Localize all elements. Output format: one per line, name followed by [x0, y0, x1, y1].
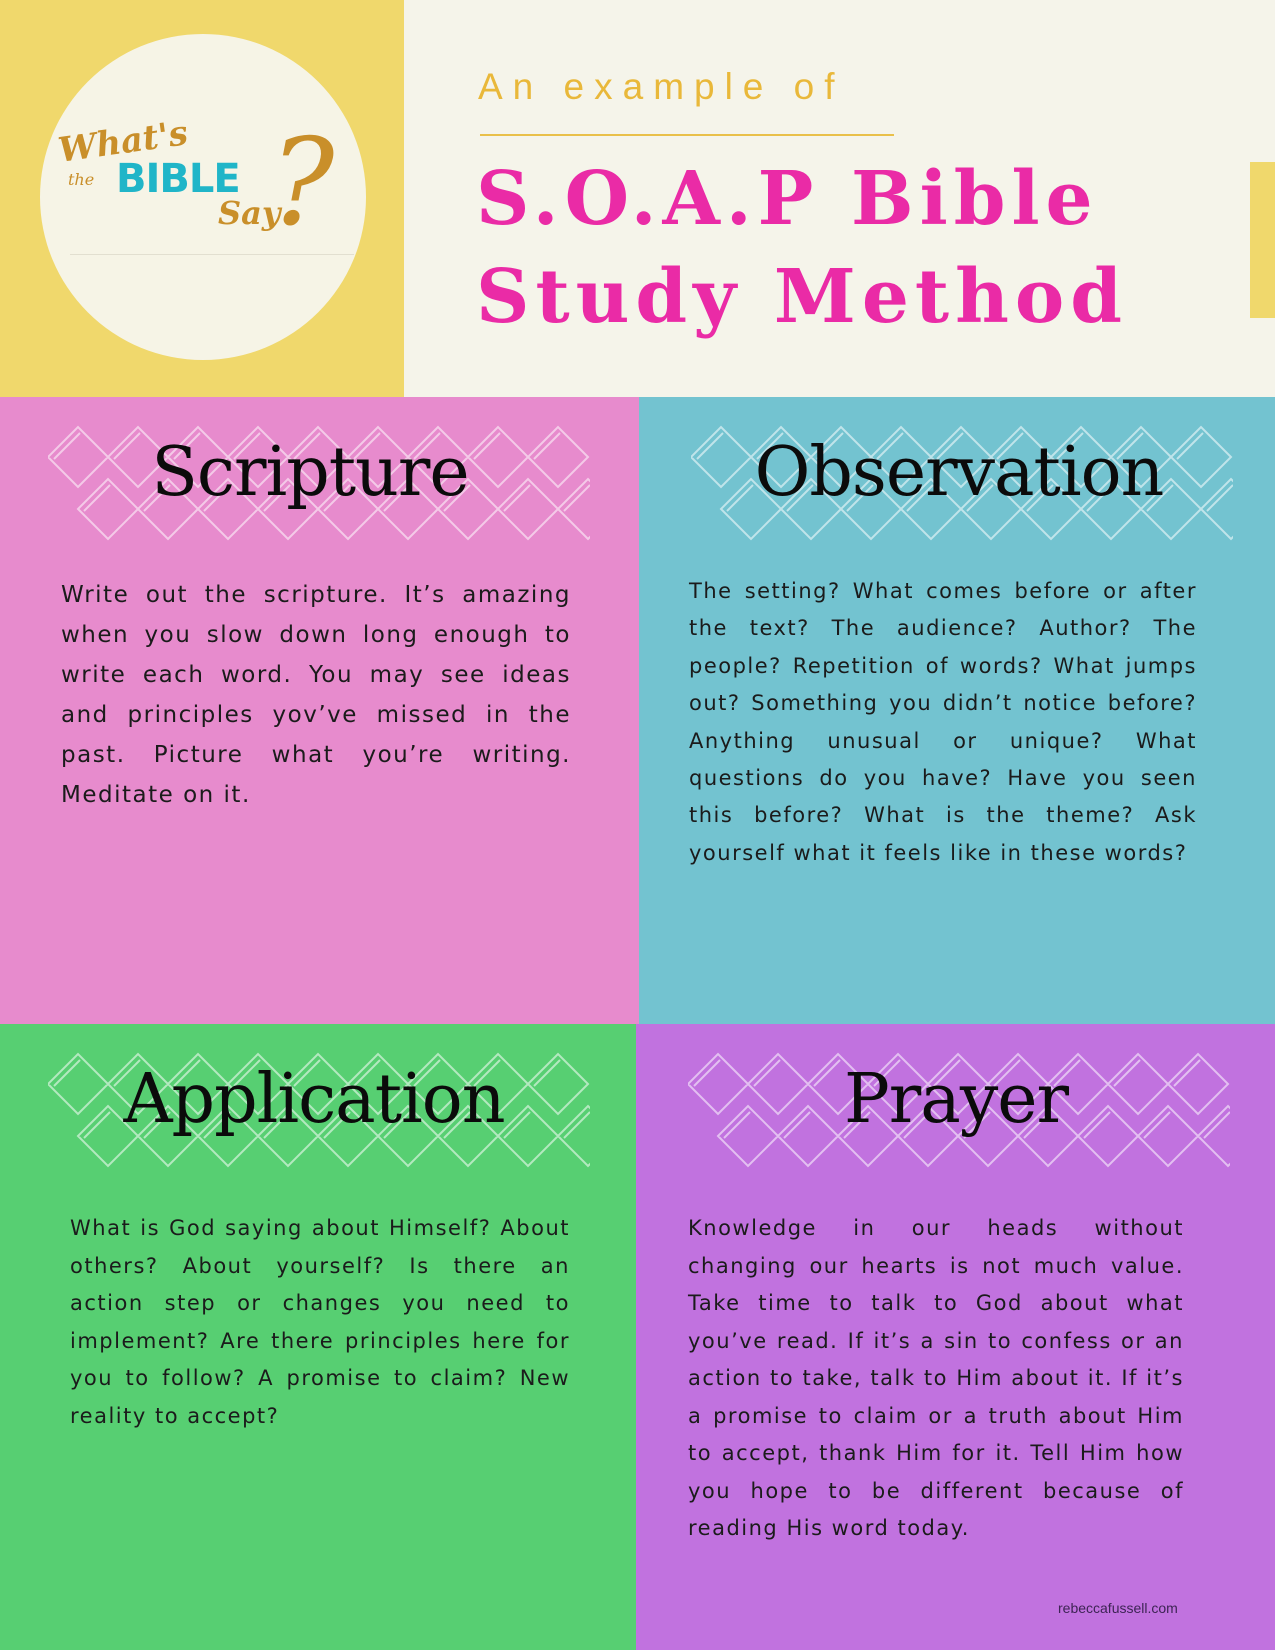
section-body-scripture: Write out the scripture. It’s amazing when you slow down long enough to write each word. You may see ideas and principles yov’ve missed in the past. Picture what you’re writing. Meditate on it. — [61, 582, 571, 808]
section-observation — [639, 397, 1275, 1024]
logo-divider — [70, 254, 354, 255]
side-accent-tab — [1250, 162, 1275, 318]
footer-credit: rebeccafussell.com — [1058, 1600, 1178, 1616]
section-prayer — [636, 1024, 1275, 1650]
logo-text-bible: BIBLE — [116, 156, 240, 202]
section-body-observation: The setting? What comes before or after the text? The audience? Author? The people? Repetition of words? What jumps out? Something you didn’t notice before? Anything unusual or unique? What questions do you have? Have you seen this before? What is the theme? Ask yourself what it feels like in these words? — [689, 579, 1197, 865]
page-title: S.O.A.P Bible Study Method — [476, 156, 1129, 340]
subtitle-divider — [480, 134, 894, 136]
section-body-application: What is God saying about Himself? About others? About yourself? Is there an action step or changes you need to implement? Are there principles here for you to follow? A promise to claim? New reality to accept? — [70, 1216, 570, 1428]
logo — [40, 34, 366, 360]
logo-question-mark: ? — [270, 114, 335, 253]
section-heading-application: Application — [123, 1060, 505, 1139]
logo-text-say: Say — [218, 194, 281, 232]
logo-text-whats: What's — [55, 113, 191, 171]
section-heading-observation: Observation — [754, 433, 1164, 512]
header-logo-panel — [0, 0, 404, 397]
section-body-prayer: Knowledge in our heads without changing our hearts is not much value. Take time to talk to God about what you’ve read. If it’s a sin to confess or an action to take, talk to Him about it. If it’s a promise to claim or a truth about Him to accept, thank Him for it. Tell Him how you hope to be different because of reading His word today. — [688, 1216, 1184, 1540]
section-scripture — [0, 397, 639, 1024]
page-subtitle: An example of — [478, 66, 845, 107]
logo-text-the: the — [68, 170, 95, 189]
section-heading-prayer: Prayer — [844, 1060, 1068, 1139]
section-application — [0, 1024, 636, 1650]
section-heading-scripture: Scripture — [151, 433, 469, 512]
